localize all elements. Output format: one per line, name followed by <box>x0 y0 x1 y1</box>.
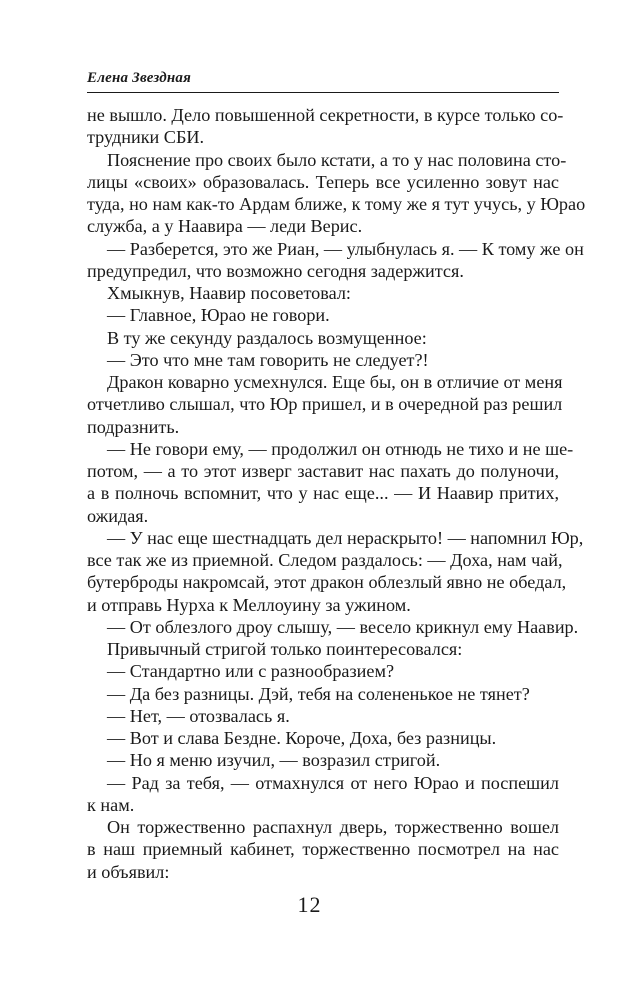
text-line: лицы «своих» образовалась. Теперь все усиленно зовут нас <box>87 171 559 192</box>
text-line: — Это что мне там говорить не следует?! <box>107 349 429 370</box>
text-line: Хмыкнув, Наавир посоветовал: <box>107 283 351 303</box>
text-line: а в полночь вспомнит, что у нас еще... — И Наавир притих, <box>87 483 559 504</box>
text-line: трудники СБИ. <box>87 127 205 148</box>
text-line: Дракон коварно усмехнулся. Еще бы, он в отличие от меня <box>107 372 563 392</box>
running-header <box>87 62 559 93</box>
text-line: бутерброды накромсай, этот дракон облезлый явно не обедал, <box>87 572 567 593</box>
page-number: 12 <box>297 892 322 917</box>
text-line: все так же из приемной. Следом раздалось: — Доха, нам чай, <box>87 550 563 570</box>
running-header-author: Елена Звездная <box>87 70 191 86</box>
text-line: служба, а у Наавира — леди Верис. <box>87 216 363 237</box>
text-line: к нам. <box>87 794 135 815</box>
text-line: — Но я меню изучил, — возразил стригой. <box>107 750 441 771</box>
text-line: подразнить. <box>87 416 180 437</box>
text-line: — Главное, Юрао не говори. <box>107 305 330 326</box>
text-line: — Стандартно или с разнообразием? <box>107 661 395 682</box>
body-text <box>87 104 586 883</box>
text-line: В ту же секунду раздалось возмущенное: <box>107 327 427 348</box>
text-line: — Рад за тебя, — отмахнулся от него Юрао и поспешил <box>107 772 559 793</box>
text-line: — Не говори ему, — продолжил он отнюдь не тихо и не ше- <box>107 438 574 459</box>
text-line: — От облезлого дроу слышу, — весело крикнул ему Наавир. <box>107 616 579 637</box>
text-line: — Нет, — отозвалась я. <box>107 705 290 726</box>
text-line: — Да без разницы. Дэй, тебя на солененькое не тянет? <box>107 683 530 704</box>
text-line: отчетливо слышал, что Юр пришел, и в очередной раз решил <box>87 394 563 415</box>
text-line: туда, но нам как-то Ардам ближе, к тому же я тут учусь, у Юрао <box>87 194 586 214</box>
text-line: Привычный стригой только поинтересовался: <box>107 639 463 659</box>
text-line: — У нас еще шестнадцать дел нераскрыто! — напомнил Юр, <box>107 527 584 548</box>
text-line: — Вот и слава Бездне. Короче, Доха, без разницы. <box>107 728 497 748</box>
text-line: Он торжественно распахнул дверь, торжественно вошел <box>107 817 559 837</box>
text-line: предупредил, что возможно сегодня задержится. <box>87 260 464 281</box>
text-line: Пояснение про своих было кстати, а то у нас половина сто- <box>107 149 567 170</box>
text-line: и отправь Нурха к Меллоуину за ужином. <box>87 594 411 615</box>
text-line: ожидая. <box>87 505 149 526</box>
text-line: и объявил: <box>87 861 170 882</box>
text-line: в наш приемный кабинет, торжественно посмотрел на нас <box>87 839 559 860</box>
text-line: — Разберется, это же Риан, — улыбнулась я. — К тому же он <box>107 238 584 259</box>
text-line: не вышло. Дело повышенной секретности, в курсе только со- <box>87 105 564 125</box>
text-line: потом, — а то этот изверг заставит нас пахать до полуночи, <box>87 461 559 481</box>
